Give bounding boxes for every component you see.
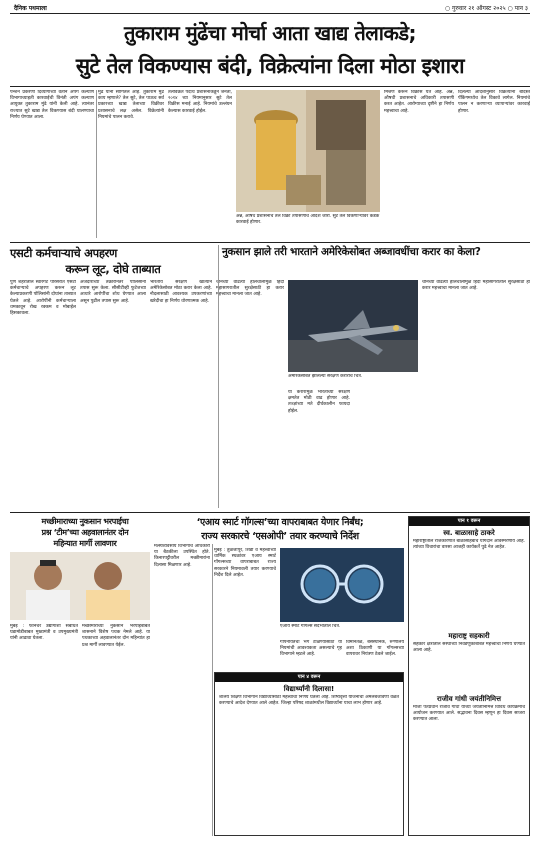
- ai-col-1: मुंबई : तुळजापूर, शिर्डी व महत्त्वाच्या धार्मिक स्थळांवर एआय स्मार्ट गॉगल्सच्या वापराबाबत राज्य सरकारने नियमावली तयार करण्याचे निर्देश दिले आहेत.: [214, 548, 276, 578]
- ai-headline-2: राज्य सरकारचे ‘एसओपी’ तयार करण्याचे निर्देश: [201, 531, 359, 542]
- sidebar-section1-body: महाराष्ट्रातील राजकारणात बाळासाहेबांचे योगदान अविस्मरणीय आहे. त्यांच्या विचारांचा वारसा आजही कार्यकर्ते पुढे नेत आहेत.: [413, 539, 525, 551]
- newspaper-page: [10, 4, 530, 836]
- st-col-1: पुणे शहरातील स्वारगेट परिसरात एसटी कर्मचाऱ्याचे अपहरण करून लूट केल्याप्रकरणी पोलिसांनी दोघांना ताब्यात घेतले आहे. आरोपींनी कर्मचाऱ्याला धमकावून रोख रक्कम व मोबाईल हिसकावला.: [10, 280, 76, 317]
- fighter-jet-caption: अमेरिकेसोबत झालेल्या संरक्षण कराराचे चित्र.: [288, 374, 363, 379]
- lead-col-1: पेन्शन प्रकरणी दिव्यांगांच्या वतीने अपंग कल्याण विभागाच्याहती कारवाईची विनंती अपंग कल्याण आयुक्त तुकाराम मुंढे यांनी केली आहे. त्यानंतर राज्यात सुटे खाद्य तेल विकण्यास बंदी घालण्याचा निर्णय घेण्यात आला.: [10, 90, 94, 120]
- defence-col-2: चीनच्या वाढत्या हालचालींमुळे हिंदी महासागरातील सुरक्षेसाठी हा करार महत्त्वाचा मानला जात आहे.: [216, 280, 284, 298]
- ai-col-3: विमानतळ, बसस्थानके, रुग्णालये अशा ठिकाणी या गॉगल्सच्या वापरावर नियंत्रण ठेवले जाईल.: [346, 640, 404, 658]
- students-tag: पान ४ वरून: [215, 673, 403, 682]
- divider: [10, 86, 530, 87]
- column-rule: [96, 90, 97, 238]
- date-page: [445, 4, 528, 13]
- ai-glasses-photo: [280, 548, 404, 622]
- sidebar-section2-title: महाराष्ट्र सहकारी: [448, 632, 490, 640]
- students-headline: विद्यार्थ्यांनी दिलासा!: [283, 685, 335, 693]
- paper-name: दैनिक पथमाला: [14, 5, 47, 12]
- divider: [10, 242, 530, 243]
- lead-col-3: तेलविक्रेते पदार्थ प्रशासनाकडून जनता, २०१४ च्या नियमानुसार सुटे तेल विक्रीस मनाई आहे. नियमांचे उल्लंघन केल्यास कारवाई होईल.: [168, 90, 232, 114]
- st-headline-1: एसटी कर्मचाऱ्याचे अपहरण: [10, 246, 118, 260]
- sidebar-section3-body: माजी पंतप्रधान राजीव गांधी यांच्या जयंतीनिमित्त विविध कार्यक्रमांचे आयोजन करण्यात आले. सद्भावना दिवस म्हणून हा दिवस साजरा करण्यात आला.: [413, 705, 525, 723]
- sidebar-tag: पान १ वरून: [409, 517, 529, 526]
- sidebar-box: [408, 516, 530, 836]
- defence-col-1: भारतीय संरक्षण खात्याने अमेरिकेसोबत मोठा करार केला आहे. नौदलासाठी आवश्यक उपकरणांच्या खरेदीचा हा निर्णय धोरणात्मक आहे.: [150, 280, 212, 304]
- column-rule: [218, 245, 219, 508]
- cm-col-2: मच्छीमारांच्या नुकसान भरपाईबाबत शासनाने विशेष पथक नेमले आहे. या पथकाच्या अहवालानंतर दोन महिन्यांत हा प्रश्न मार्गी लावण्यात येईल.: [82, 624, 150, 648]
- students-box: [214, 672, 404, 836]
- sidebar-section2-body: सहकार क्षेत्रातील संस्थांच्या निवडणुकांबाबत महत्त्वाचा निर्णय घेण्यात आला आहे.: [413, 642, 525, 654]
- st-headline-2: करून लूट, दोघे ताब्यात: [65, 262, 161, 276]
- sidebar-section3-title: राजीव गांधी जयंतीनिमित्त: [437, 695, 501, 703]
- ai-col-2: गोपनीयतेचा भंग टाळण्यासाठी या नियमांची आवश्यकता असल्याचे गृह विभागाने म्हटले आहे.: [280, 640, 342, 658]
- fighter-jet-photo: [288, 280, 418, 372]
- divider: [10, 512, 530, 513]
- st-col-2: अर्जदारांच्या तक्रारीनंतर पोलिसांनी तपास सुरू केला. सीसीटीव्ही फुटेजच्या आधारे आरोपींचा शोध घेण्यात आला असून पुढील तपास सुरू आहे.: [80, 280, 146, 304]
- issue-date: ○ गुरुवार २१ ऑगस्ट २०२५ ○: [444, 5, 513, 12]
- column-rule: [212, 544, 213, 836]
- lead-col-right-1: मिश्रण करून विक्रीस येत आहे. अन्न, औषधी प्रशासनाचे अधिकारी तपासणी करत आहेत. आरोग्याच्या दृष्टीने हा निर्णय महत्त्वाचा आहे.: [384, 90, 454, 114]
- ai-headline-1: ‘एआय स्मार्ट गॉगल्स’च्या वापराबाबत येणार निर्बंध;: [196, 517, 364, 528]
- ai-glasses-caption: एआय स्मार्ट गॉगल्स संदर्भातील चित्र.: [280, 624, 341, 629]
- cm-col-1: मुंबई : फर्निचर उद्योगाशी संबंधित घडामोडीबाबत मुख्यमंत्री व उपमुख्यमंत्री यांनी आढावा घेतला.: [10, 624, 78, 642]
- oil-photo: [236, 90, 380, 212]
- students-body: शालेय शिक्षण विभागाने विद्यार्थ्यांसाठी महत्त्वाचा निर्णय घेतला आहे. शिष्यवृत्ती योजनांची अंमलबजावणी वेळेत करण्याचे आदेश देण्यात आले आहेत. जिल्हा परिषद शाळांमधील विद्यार्थ्यांना याचा लाभ होणार आहे.: [219, 695, 399, 707]
- lead-col-right-2: दिलेल्या आदेशानुसार विक्रेत्यांना बंदिस्त पॅकिंगमध्येच तेल विकावे लागेल. नियमांचे पालन न करणाऱ्या व्यापाऱ्यांवर कारवाई होणार.: [458, 90, 530, 114]
- sidebar-section1-title: स्व. बाळासाहे ठाकरे: [443, 529, 495, 537]
- lead-headline-1: तुकाराम मुंढेंचा मोर्चा आता खाद्य तेलाकडे;: [123, 21, 417, 45]
- defence-col-4: चीनच्या वाढत्या हालचालींमुळे हिंदी महासागरातील सुरक्षेसाठी हा करार महत्त्वाचा मानला जात आहे.: [422, 280, 530, 292]
- masthead-bar: [10, 4, 530, 14]
- lead-col-2: मुंढे यांनी सांगितले आहे. तुकाराम मुंढे काय म्हणाले? तेल सुटे, तेल पाऊच सर्व प्रकारच्या खाद्य तेलाच्या विक्रीवर प्रशासनाचे लक्ष असेल. विक्रेत्यांनी नियमांचे पालन करावे.: [98, 90, 164, 120]
- ministers-photo: [10, 552, 150, 620]
- defence-col-3a: या करारामुळे भारताच्या संरक्षण क्षमतेत मोठी वाढ होणार आहे. तज्ज्ञांच्या मते दीर्घकालीन फायदा होईल.: [288, 390, 350, 414]
- cm-col-3: मत्स्यव्यवसाय विभागाचे अधिकारी या बैठकीला उपस्थित होते. किनारपट्टीवरील मच्छीमारांना दिलासा मिळणार आहे.: [154, 544, 210, 568]
- defence-headline: नुकसान झाले तरी भारताने अमेरिकेसोबत अब्जावधींचा करार का केला?: [222, 246, 481, 258]
- oil-photo-caption: अन्न, औषध प्रशासनाचे तेल विक्री तपासणीचे आदेश जारी. सुटे तेल विकणाऱ्यांवर कडक कारवाई होणार.: [236, 214, 380, 225]
- cm-headline-3: महिन्यात मार्गी लावणार: [53, 539, 117, 548]
- cm-headline-2: प्रश्न ‘टीम’च्या अहवालानंतर दोन: [41, 528, 129, 537]
- cm-headline-1: मच्छीमाराच्या नुकसान भरपाईचा: [41, 517, 129, 526]
- page-number: पान ३: [514, 5, 528, 12]
- lead-headline-2: सुटे तेल विकण्यास बंदी, विक्रेत्यांना दिला मोठा इशारा: [75, 54, 465, 78]
